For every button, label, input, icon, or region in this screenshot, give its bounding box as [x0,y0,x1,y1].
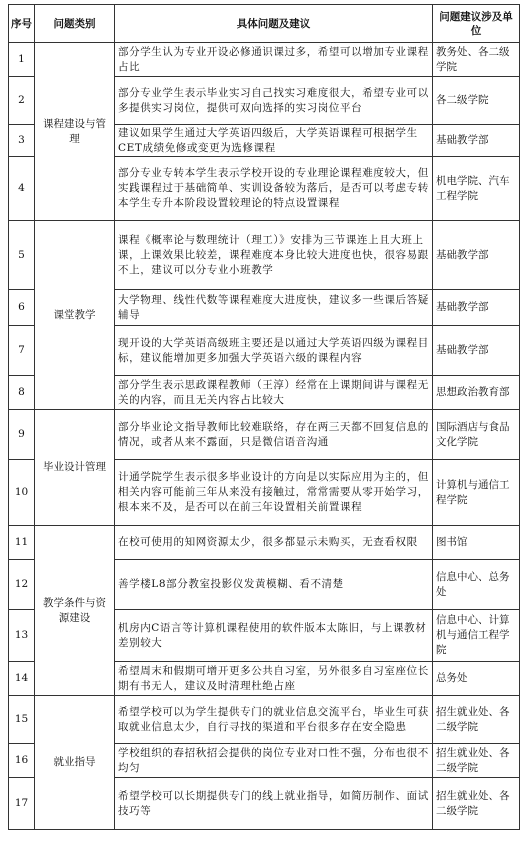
unit-cell: 各二级学院 [433,77,520,125]
issue-cell: 现开设的大学英语高级班主要还是以通过大学英语四级为课程目标，建议能增加更多加强大学英语六级的课程内容 [115,326,433,376]
row-no: 3 [9,125,35,157]
issue-cell: 学校组织的春招秋招会提供的岗位专业对口性不强，分布也很不均匀 [115,744,433,778]
row-no: 15 [9,696,35,744]
row-no: 10 [9,460,35,526]
unit-cell: 思想政治教育部 [433,376,520,410]
category-cell: 教学条件与资源建设 [35,526,115,696]
row-no: 11 [9,526,35,560]
header-issue: 具体问题及建议 [115,5,433,43]
row-no: 6 [9,290,35,326]
unit-cell: 图书馆 [433,526,520,560]
row-no: 13 [9,610,35,662]
unit-cell: 招生就业处、各二级学院 [433,696,520,744]
unit-cell: 基础教学部 [433,326,520,376]
issue-cell: 建议如果学生通过大学英语四级后，大学英语课程可根据学生CET成绩免修或变更为选修课程 [115,125,433,157]
unit-cell: 招生就业处、各二级学院 [433,778,520,830]
row-no: 16 [9,744,35,778]
header-no: 序号 [9,5,35,43]
issue-cell: 部分毕业论文指导教师比较难联络，存在两三天都不回复信息的情况，或者从来不露面，只是微信语音沟通 [115,410,433,460]
row-no: 17 [9,778,35,830]
issue-cell: 善学楼L8部分教室投影仪发黄模糊、看不清楚 [115,560,433,610]
feedback-table [8,4,520,830]
unit-cell: 招生就业处、各二级学院 [433,744,520,778]
unit-cell: 总务处 [433,662,520,696]
row-no: 4 [9,157,35,221]
unit-cell: 基础教学部 [433,125,520,157]
issue-cell: 希望学校可以为学生提供专门的就业信息交流平台，毕业生可获取就业信息太少，自行寻找的渠道和平台很多存在安全隐患 [115,696,433,744]
row-no: 2 [9,77,35,125]
issue-cell: 希望周末和假期可增开更多公共自习室，另外很多自习室座位长期有书无人，建议及时清理杜绝占座 [115,662,433,696]
unit-cell: 基础教学部 [433,290,520,326]
row-no: 9 [9,410,35,460]
unit-cell: 计算机与通信工程学院 [433,460,520,526]
issue-cell: 机房内C语言等计算机课程使用的软件版本太陈旧，与上课教材差别较大 [115,610,433,662]
row-no: 1 [9,43,35,77]
category-cell: 课堂教学 [35,221,115,410]
unit-cell: 机电学院、汽车工程学院 [433,157,520,221]
category-cell: 就业指导 [35,696,115,830]
category-cell: 课程建设与管理 [35,43,115,221]
issue-cell: 在校可使用的知网资源太少，很多都显示未购买，无查看权限 [115,526,433,560]
row-no: 12 [9,560,35,610]
issue-cell: 计通学院学生表示很多毕业设计的方向是以实际应用为主的，但相关内容可能前三年从来没有接触过，常常需要从零开始学习，根本来不及，是否可以在前三年设置相关前置课程 [115,460,433,526]
issue-cell: 部分学生表示思政课程教师（王淳）经常在上课期间讲与课程无关的内容，而且无关内容占比较大 [115,376,433,410]
issue-cell: 大学物理、线性代数等课程难度大进度快，建议多一些课后答疑辅导 [115,290,433,326]
issue-cell: 希望学校可以长期提供专门的线上就业指导，如简历制作、面试技巧等 [115,778,433,830]
unit-cell: 教务处、各二级学院 [433,43,520,77]
unit-cell: 信息中心、总务处 [433,560,520,610]
unit-cell: 信息中心、计算机与通信工程学院 [433,610,520,662]
row-no: 8 [9,376,35,410]
issue-cell: 部分专业专转本学生表示学校开设的专业理论课程难度较大，但实践课程过于基础简单、实训设备较为落后，是否可以考虑专转本学生专升本阶段设置较理论的特点设置课程 [115,157,433,221]
header-category: 问题类别 [35,5,115,43]
row-no: 5 [9,221,35,290]
header-unit: 问题建议涉及单位 [433,5,520,43]
issue-cell: 部分学生认为专业开设必修通识课过多，希望可以增加专业课程占比 [115,43,433,77]
category-cell: 毕业设计管理 [35,410,115,526]
issue-cell: 课程《概率论与数理统计（理工）》安排为三节课连上且大班上课，上课效果比较差，课程难度本身比较大进度也快，很容易跟不上，建议可以分专业小班教学 [115,221,433,290]
row-no: 7 [9,326,35,376]
unit-cell: 国际酒店与食品文化学院 [433,410,520,460]
unit-cell: 基础教学部 [433,221,520,290]
row-no: 14 [9,662,35,696]
issue-cell: 部分专业学生表示毕业实习自己找实习难度很大，希望专业可以多提供实习岗位，提供可双向选择的实习岗位平台 [115,77,433,125]
